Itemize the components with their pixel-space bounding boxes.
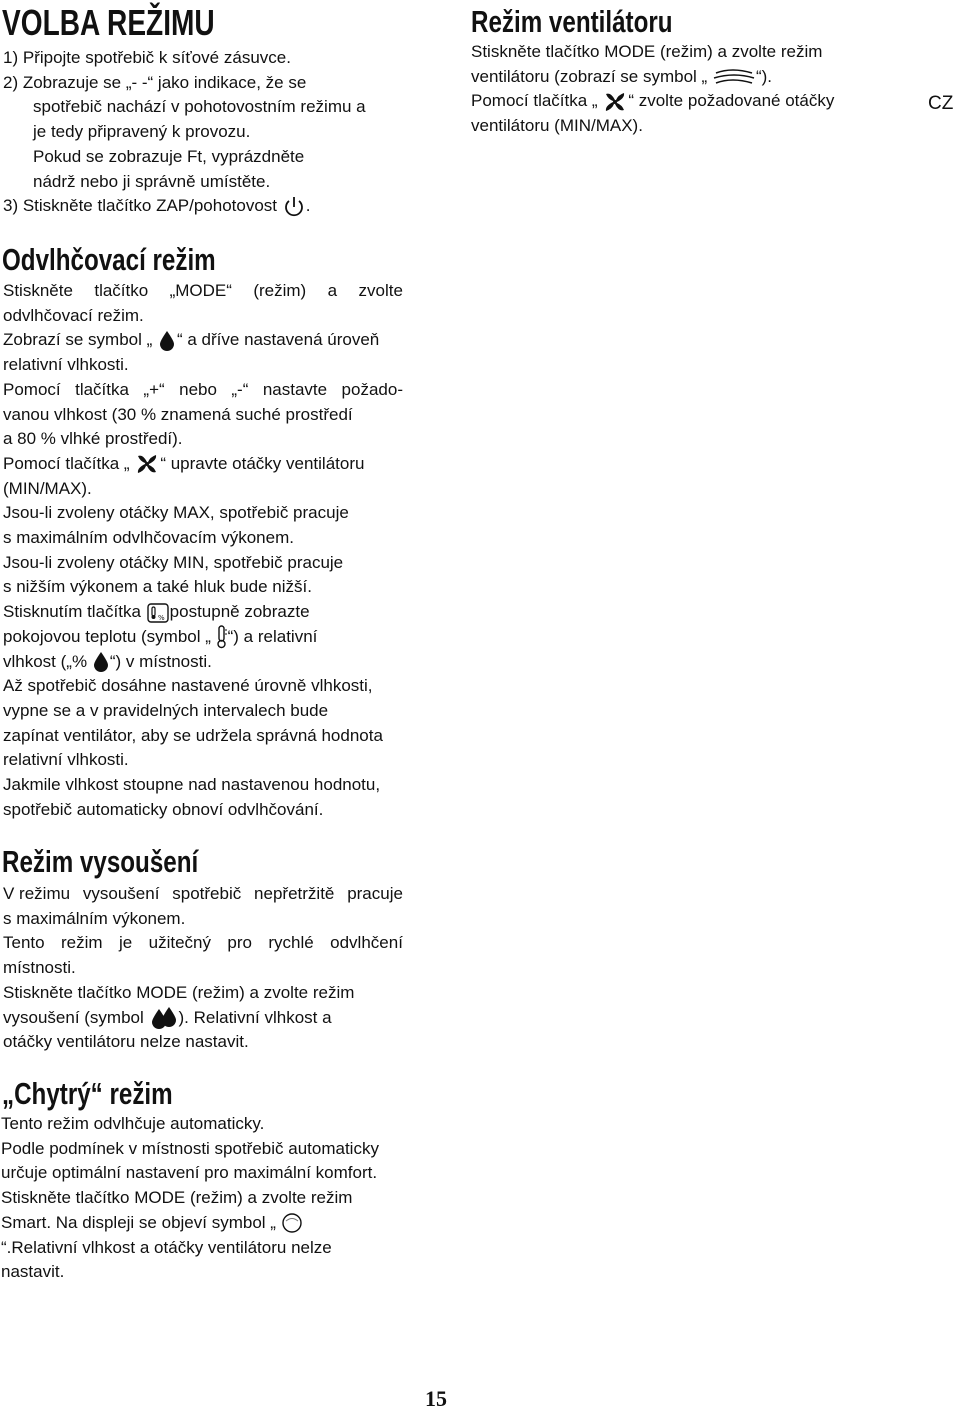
text-line: Stiskněte tlačítko MODE (režim) a zvolte režim xyxy=(3,982,355,1002)
word: V režimu xyxy=(3,884,71,903)
word: vysoušení xyxy=(82,884,160,903)
text-line xyxy=(3,1006,403,1031)
word: tlačítka xyxy=(75,379,129,399)
temp-humidity-button-icon xyxy=(146,602,170,624)
text-line: je tedy připravený k provozu. xyxy=(33,122,251,142)
word: „MODE“ xyxy=(169,281,232,300)
text-line: zapínat ventilátor, aby se udržela správná hodnota xyxy=(3,725,383,745)
text-line: Tento režim odvlhčuje automaticky. xyxy=(1,1114,265,1133)
text-line xyxy=(3,625,403,650)
text-segment: Smart. Na displeji se objeví symbol „ xyxy=(1,1212,276,1232)
text-line: relativní vlhkosti. xyxy=(3,750,129,770)
word: Tento xyxy=(3,933,45,953)
language-label: CZ xyxy=(928,93,954,114)
word: Pomocí xyxy=(3,379,61,399)
text-segment: Stisknutím tlačítka xyxy=(3,602,141,622)
title-volba-rezimu: VOLBA REŽIMU xyxy=(2,2,215,43)
text-line: nádrž nebo ji správně umístěte. xyxy=(33,171,271,191)
fan-speed-icon xyxy=(134,453,160,475)
word: Stiskněte xyxy=(3,281,73,300)
text-line: vanou vlhkost (30 % znamená suché prostředí xyxy=(3,404,353,424)
word: pro xyxy=(227,933,252,953)
word: odvlhčení xyxy=(330,933,403,953)
text-segment: “ zvolte požadované otáčky xyxy=(628,91,835,111)
text-line: Jsou-li zvoleny otáčky MAX, spotřebič pracuje xyxy=(3,503,349,523)
text-segment: “) v místnosti. xyxy=(109,651,212,671)
text-segment: postupně zobrazte xyxy=(169,602,310,622)
text-line xyxy=(3,194,383,219)
title-rezim-vysouseni: Režim vysoušení xyxy=(2,844,199,879)
text-line: 1) Připojte spotřebič k síťové zásuvce. xyxy=(3,48,291,67)
text-line: odvlhčovací režim. xyxy=(3,305,144,325)
text-line xyxy=(471,65,891,90)
text-line: s maximálním odvlhčovacím výkonem. xyxy=(3,528,294,548)
title-rezim-ventilatoru: Režim ventilátoru xyxy=(471,4,673,39)
text-line: ventilátoru (MIN/MAX). xyxy=(471,116,643,136)
text-line xyxy=(3,931,403,956)
text-line xyxy=(3,378,403,403)
word: „-“ xyxy=(231,379,249,399)
text-line xyxy=(3,452,403,477)
text-segment: Zobrazí se symbol „ xyxy=(3,330,153,350)
text-segment: “ upravte otáčky ventilátoru xyxy=(160,453,365,473)
text-line: a 80 % vlhké prostředí). xyxy=(3,429,183,449)
text-line: Jakmile vlhkost stoupne nad nastavenou hodnotu, xyxy=(3,775,381,795)
fan-speed-icon xyxy=(602,91,628,113)
word: je xyxy=(118,933,133,953)
title-chytry-rezim: „Chytrý“ režim xyxy=(2,1076,173,1111)
text-line: Podle podmínek v místnosti spotřebič automaticky xyxy=(1,1138,379,1158)
text-line: místnosti. xyxy=(3,958,76,978)
text-line xyxy=(3,600,403,625)
text-line xyxy=(3,650,403,675)
text-line: vypne se a v pravidelných intervalech bude xyxy=(3,700,329,720)
text-segment: “ a dříve nastavená úroveň xyxy=(177,330,380,350)
thermometer-icon xyxy=(216,625,228,649)
text-line: s nižším výkonem a také hluk bude nižší. xyxy=(3,577,312,597)
word: rychlé xyxy=(268,933,314,953)
word: pracuje xyxy=(347,884,403,903)
volba-rezimu-text xyxy=(3,46,383,219)
text-line xyxy=(3,279,403,304)
text-segment: pokojovou teplotu (symbol „ xyxy=(3,626,211,646)
title-odvlhcovaci-rezim: Odvlhčovací režim xyxy=(2,242,216,277)
text-line: Jsou-li zvoleny otáčky MIN, spotřebič pracuje xyxy=(3,552,344,572)
chytry-rezim-text xyxy=(1,1112,411,1285)
smart-mode-icon xyxy=(281,1212,303,1234)
odvlhcovaci-rezim-text xyxy=(3,279,403,822)
droplet-icon xyxy=(157,330,177,352)
word: požado- xyxy=(341,379,403,399)
word: nepřetržitě xyxy=(254,884,335,903)
word: nastavte xyxy=(262,379,328,399)
word: nebo xyxy=(179,379,217,399)
text-segment: vysoušení (symbol xyxy=(3,1007,144,1027)
droplet-icon xyxy=(92,651,110,673)
word: spotřebič xyxy=(172,884,242,903)
text-line: Pokud se zobrazuje Ft, vyprázdněte xyxy=(33,146,305,166)
text-segment: Pomocí tlačítka „ xyxy=(471,91,598,111)
text-line: určuje optimální nastavení pro maximální komfort. xyxy=(1,1163,378,1183)
text-line xyxy=(471,89,891,114)
rezim-ventilatoru-text xyxy=(471,40,891,139)
double-droplet-icon xyxy=(149,1006,179,1030)
text-line: nastavit. xyxy=(1,1262,65,1282)
power-icon xyxy=(282,196,306,218)
text-line xyxy=(3,882,403,907)
word: užitečný xyxy=(148,933,211,953)
text-line: Stiskněte tlačítko MODE (režim) a zvolte režim xyxy=(471,42,823,61)
word: tlačítko xyxy=(94,281,149,300)
word: (režim) xyxy=(253,281,307,300)
text-line: “.Relativní vlhkost a otáčky ventilátoru nelze xyxy=(1,1237,332,1257)
text-segment: 3) Stiskněte tlačítko ZAP/pohotovost xyxy=(3,196,278,216)
text-line: s maximálním výkonem. xyxy=(3,908,186,928)
text-line: 2) Zobrazuje se „- -“ jako indikace, že se xyxy=(3,72,307,92)
text-segment: vlhkost („% xyxy=(3,651,88,671)
text-line: Až spotřebič dosáhne nastavené úrovně vlhkosti, xyxy=(3,676,373,696)
rezim-vysouseni-text xyxy=(3,882,403,1055)
text-line: relativní vlhkosti. xyxy=(3,355,129,375)
text-segment: Pomocí tlačítka „ xyxy=(3,453,130,473)
word: a xyxy=(327,281,338,300)
text-line: spotřebič nachází v pohotovostním režimu a xyxy=(33,97,366,117)
fan-mode-icon xyxy=(712,68,756,86)
text-segment: “) a relativní xyxy=(227,626,318,646)
svg-text:%: % xyxy=(157,613,165,622)
word: zvolte xyxy=(358,281,403,300)
text-line xyxy=(1,1211,411,1236)
text-line xyxy=(3,328,403,353)
text-line: spotřebič automaticky obnoví odvlhčování. xyxy=(3,799,324,819)
text-line: Stiskněte tlačítko MODE (režim) a zvolte režim xyxy=(1,1188,353,1208)
text-line: otáčky ventilátoru nelze nastavit. xyxy=(3,1032,249,1052)
text-segment: “). xyxy=(755,66,772,86)
word: „+“ xyxy=(143,379,165,399)
text-segment: ). Relativní vlhkost a xyxy=(178,1007,332,1027)
page-number: 15 xyxy=(425,1386,447,1411)
word: režim xyxy=(61,933,103,953)
text-segment: . xyxy=(305,196,311,216)
text-line: (MIN/MAX). xyxy=(3,478,92,498)
text-segment: ventilátoru (zobrazí se symbol „ xyxy=(471,66,708,86)
